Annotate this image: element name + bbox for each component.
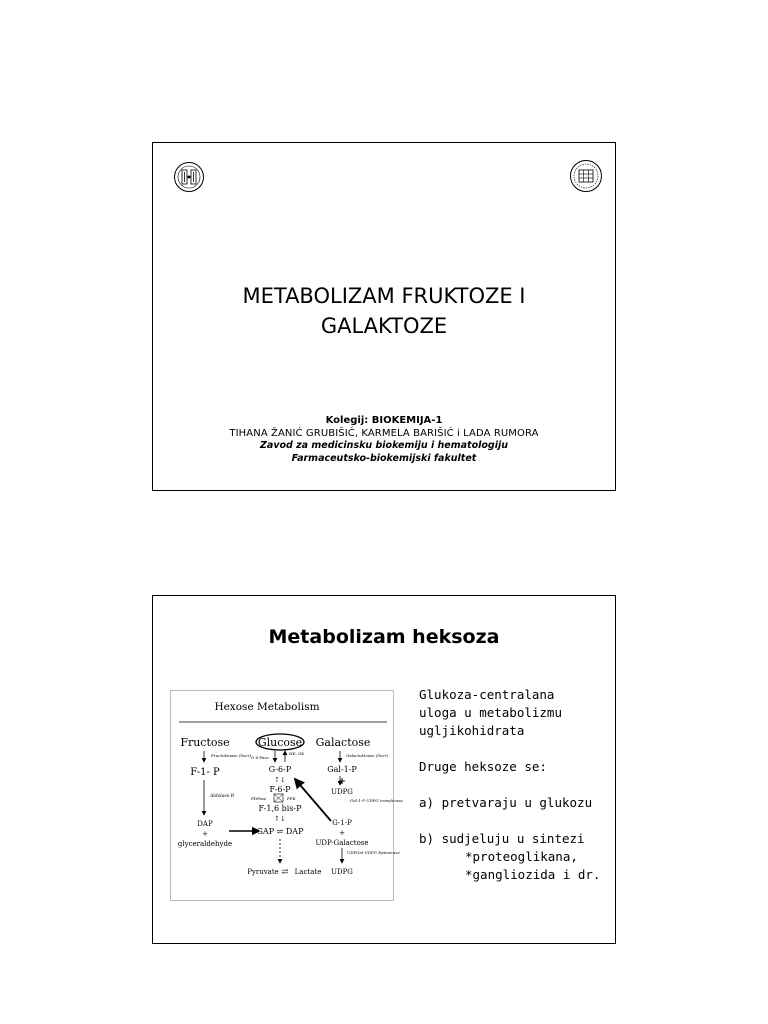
slide-title-line2: GALAKTOZE bbox=[320, 314, 448, 338]
epimerase-label: UDPGal-UDPG Epimerase bbox=[347, 850, 400, 855]
pfk-label: PFK bbox=[287, 796, 296, 801]
f6p-label: F-6-P bbox=[269, 785, 291, 794]
fructokinase-label: Fructokinase (liver) bbox=[211, 753, 252, 758]
udpg-label-2: UDPG bbox=[331, 868, 353, 876]
fructose-label: Fructose bbox=[180, 736, 230, 749]
dap-label: DAP bbox=[197, 820, 213, 828]
glucose-label: Glucose bbox=[257, 736, 303, 749]
slide-text bbox=[419, 686, 614, 884]
galactose-label: Galactose bbox=[315, 736, 371, 749]
g6p-label: G-6-P bbox=[268, 765, 292, 774]
list-item-a: a) pretvaraju u glukozu bbox=[419, 795, 593, 810]
arrows-g6p-f6p: ↑↓ bbox=[274, 776, 286, 784]
course-name: Kolegij: BIOKEMIJA-1 bbox=[325, 415, 443, 426]
pyruvate-lactate-arrows: ⇄ bbox=[281, 867, 289, 876]
university-seal-left-icon bbox=[173, 161, 205, 193]
lactate-label: Lactate bbox=[294, 868, 322, 876]
slide-title: Metabolizam heksoza bbox=[268, 626, 500, 648]
authors: TIHANA ŽANIĆ GRUBIŠIĆ, KARMELA BARIŠIĆ i LADA RUMORA bbox=[229, 427, 539, 439]
udpg-label-1: UDPG bbox=[331, 788, 353, 796]
text-line: uloga u metabolizmu bbox=[419, 705, 562, 720]
arrows-f16bp: ↑↓ bbox=[274, 815, 286, 823]
sub-item: *proteoglikana, bbox=[465, 849, 578, 864]
glyceraldehyde-label: glyceraldehyde bbox=[177, 840, 233, 848]
pyruvate-label: Pyruvate bbox=[247, 868, 279, 876]
faculty: Farmaceutsko-biokemijski fakultet bbox=[291, 452, 477, 464]
hexose-metabolism-diagram bbox=[170, 690, 403, 901]
galactokinase-label: Galactokinase (liver) bbox=[346, 753, 389, 758]
sub-item: *gangliozida i dr. bbox=[465, 867, 601, 882]
transferase-label: Gal-1-P UDPG transferase bbox=[350, 798, 403, 803]
text-line: ugljikohidrata bbox=[419, 723, 525, 738]
plus-g1p: + bbox=[339, 829, 345, 837]
g1p-label: G-1-P bbox=[332, 819, 352, 827]
f1p-label: F-1- P bbox=[190, 767, 220, 778]
fdpase-label: FDPase bbox=[251, 796, 267, 801]
aldolase-label: Aldolase B bbox=[210, 794, 235, 799]
credits bbox=[153, 415, 615, 465]
university-seal-right-icon bbox=[569, 159, 603, 193]
hexose-slide bbox=[152, 595, 616, 944]
text-line: Druge heksoze se: bbox=[419, 759, 547, 774]
title-slide bbox=[152, 142, 616, 491]
plus-dap: + bbox=[202, 830, 208, 838]
text-line: Glukoza-centralana bbox=[419, 687, 555, 702]
arrow-g1p-g6p bbox=[295, 779, 331, 821]
diagram-title: Hexose Metabolism bbox=[214, 701, 320, 713]
slide-title-line1: METABOLIZAM FRUKTOZE I bbox=[242, 284, 526, 308]
udp-galactose-label: UDP-Galactose bbox=[315, 839, 369, 847]
plus-top: + bbox=[338, 777, 346, 787]
f16bp-label: F-1,6 bis-P bbox=[258, 804, 302, 813]
hk-gk-label: HK, GK bbox=[289, 751, 305, 756]
list-item-b: b) sudjeluju u sintezi bbox=[419, 831, 585, 846]
gap-dap-label: GAP ⇌ DAP bbox=[256, 827, 304, 836]
g6pase-label: G-6-Pase bbox=[251, 755, 269, 760]
gal1p-label: Gal-1-P bbox=[327, 765, 357, 774]
institute: Zavod za medicinsku biokemiju i hematologiju bbox=[260, 440, 508, 451]
